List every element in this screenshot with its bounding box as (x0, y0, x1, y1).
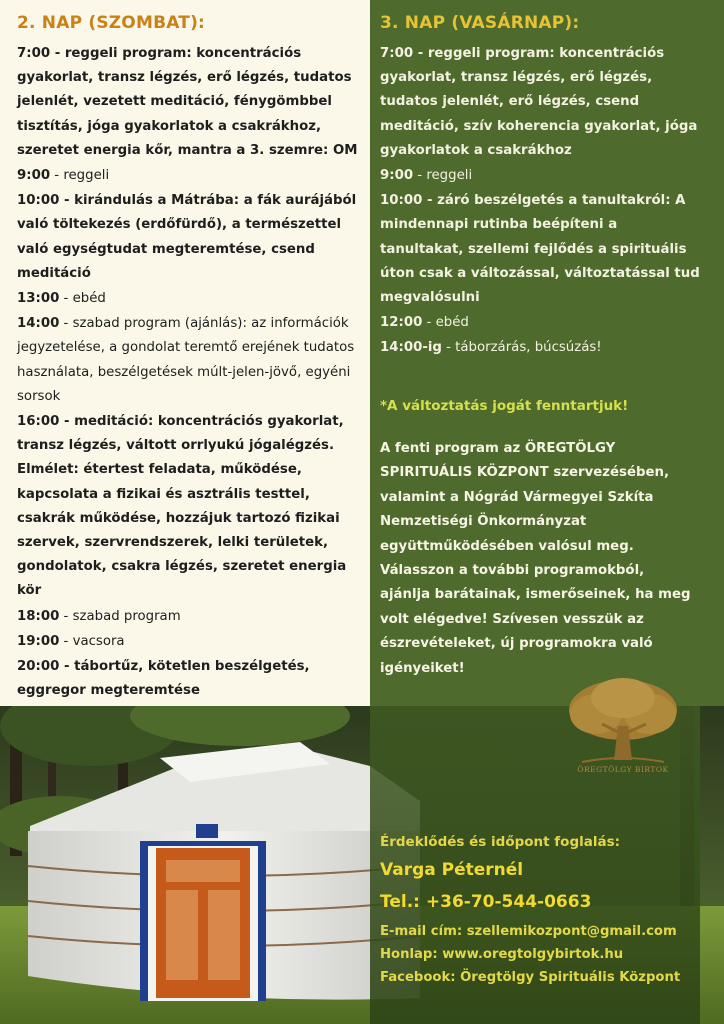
schedule-text: - kirándulás a Mátrába: a fák aurájából való töltekezés (erdőfürdő), a természettel való egységtudat megteremtése, csend meditáció (17, 193, 357, 281)
organizer-paragraph: A fenti program az ÖREGTÖLGY SPIRITUÁLIS KÖZPONT szervezésében, valamint a Nógrád Vármegyei Szkíta Nemzetiségi Önkormányzat együttműködésében valósul meg. Válasszon a további programokból, ajánlja barátainak, ismerőseinek, ha meg volt elégedve! Szívesen vesszük az észrevételeket, új programokra való igényeiket! (380, 441, 691, 676)
disclaimer-note: *A változtatás jogát fenntartjuk! (380, 398, 629, 414)
schedule-text: - ebéd (59, 291, 106, 307)
schedule-time: 9:00 (17, 168, 51, 184)
schedule-item (17, 287, 365, 311)
contact-website[interactable]: Honlap: www.oregtolgybirtok.hu (380, 947, 624, 962)
schedule-item (380, 336, 700, 360)
schedule-time: 16:00 (17, 414, 60, 430)
schedule-text: - reggeli (413, 168, 473, 184)
contact-phone[interactable]: Tel.: +36-70-544-0663 (380, 892, 592, 912)
schedule-time: 10:00 (380, 193, 423, 209)
schedule-item (17, 410, 365, 604)
schedule-time: 10:00 (17, 193, 60, 209)
schedule-item (380, 42, 700, 163)
contact-email[interactable]: E-mail cím: szellemikozpont@gmail.com (380, 924, 677, 939)
logo-caption: ÖREGTÖLGY BIRTOK (577, 765, 669, 774)
schedule-item (17, 164, 365, 188)
contact-facebook[interactable]: Facebook: Öregtölgy Spirituális Központ (380, 970, 681, 985)
schedule-time: 13:00 (17, 291, 60, 307)
schedule-text: - vacsora (59, 633, 125, 649)
schedule-text: - meditáció: koncentrációs gyakorlat, transz légzés, váltott orrlyukú jógalégzés. Elmélet: étertest feladata, működése, kapcsolata a fizikai és asztrális testtel, csakrák működése, hozzájuk tartozó fizikai szervek, szervrendszerek, lelki területek, gondolatok, csakra légzés, szeretet energia kör (17, 414, 347, 599)
schedule-item (17, 605, 365, 629)
schedule-text: - tábortűz, kötetlen beszélgetés, eggregor megteremtése (17, 659, 310, 699)
schedule-time: 20:00 (17, 659, 60, 675)
schedule-time: 9:00 (380, 168, 414, 184)
day3-schedule (380, 42, 700, 362)
schedule-time: 7:00 (380, 46, 414, 61)
schedule-text: - táborzárás, búcsúzás! (441, 340, 602, 356)
schedule-time: 14:00-ig (380, 340, 442, 356)
schedule-time: 18:00 (17, 608, 60, 624)
day2-schedule (17, 42, 365, 730)
schedule-text: - záró beszélgetés a tanultakról: A mindennapi rutinba beépíteni a tanultakat, szellemi fejlődés a spirituális úton csak a változással, változtatással tud megvalósulni (380, 193, 700, 306)
schedule-item (17, 630, 365, 654)
day3-title: 3. NAP (VASÁRNAP): (380, 13, 580, 33)
schedule-text: - szabad program (59, 608, 181, 624)
schedule-text: - reggeli program: koncentrációs gyakorlat, transz légzés, erő légzés, tudatos jelenlét, vezetett meditáció, fénygömbbel tisztítás, jóga gyakorlatok a csakrákhoz, szeretet energia kőr, mantra a 3. szemre: OM (17, 46, 358, 158)
day2-title: 2. NAP (SZOMBAT): (17, 13, 206, 33)
schedule-time: 19:00 (17, 633, 60, 649)
schedule-item (17, 42, 365, 163)
schedule-text: - reggeli program: koncentrációs gyakorlat, transz légzés, erő légzés, tudatos jelenlét, erő légzés, csend meditáció, szív koherencia gyakorlat, jóga gyakorlatok a csakrákhoz (380, 46, 698, 158)
schedule-text: - szabad program (ajánlás): az információk jegyzetelése, a gondolat teremtő erejének tudatos használata, beszélgetések múlt-jelen-jövő, egyéni sorsok (17, 316, 355, 404)
contact-block (380, 834, 710, 989)
schedule-text: - reggeli (50, 168, 110, 184)
contact-name: Varga Péternél (380, 860, 524, 880)
schedule-item (380, 311, 700, 335)
schedule-time: 14:00 (17, 316, 60, 332)
contact-heading: Érdeklődés és időpont foglalás: (380, 834, 621, 850)
schedule-item (17, 312, 365, 409)
schedule-time: 12:00 (380, 315, 423, 331)
schedule-time: 7:00 (17, 46, 51, 61)
schedule-text: - ebéd (422, 315, 469, 331)
schedule-item (17, 189, 365, 286)
schedule-item (380, 164, 700, 188)
schedule-item (17, 655, 365, 703)
schedule-item (380, 189, 700, 310)
